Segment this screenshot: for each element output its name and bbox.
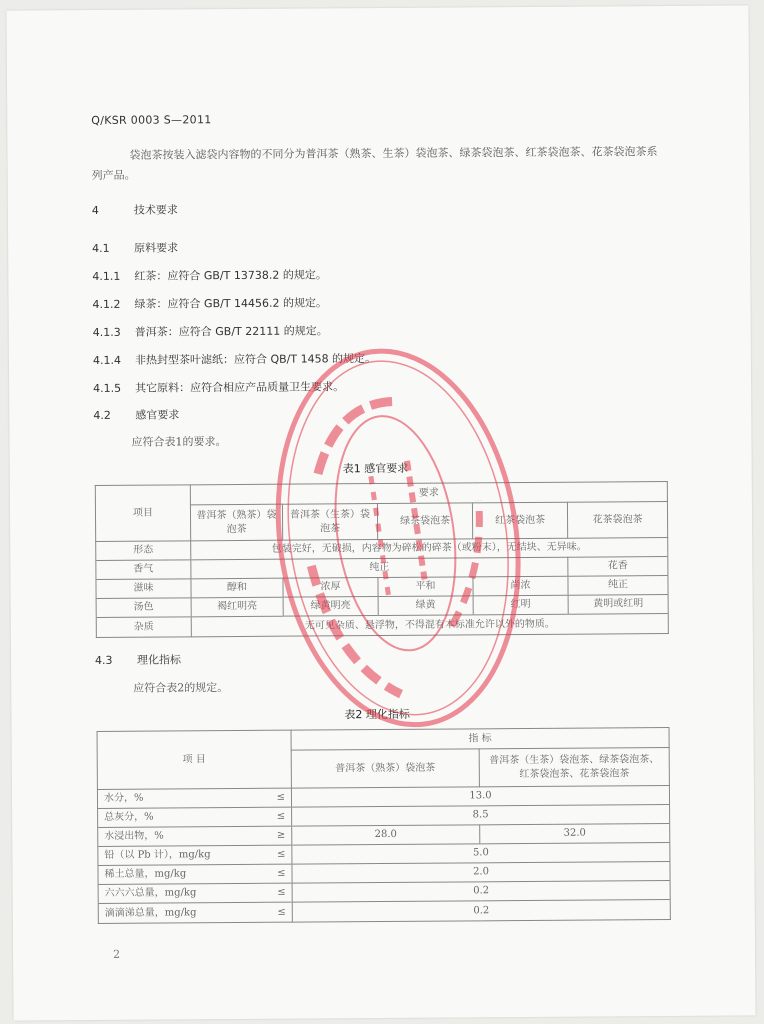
- column-header: 红茶袋泡茶: [472, 502, 567, 539]
- row-label: 香气: [96, 560, 191, 580]
- row-value: 褐红明亮: [191, 597, 283, 617]
- column-header: 普洱茶（熟茶）袋泡茶: [190, 504, 282, 541]
- row-label: 水分，%: [97, 788, 265, 808]
- section-4-3-heading: [95, 651, 181, 668]
- row-label: 水浸出物，%: [98, 826, 266, 846]
- row-label: 滋味: [96, 579, 191, 599]
- clause-text: 绿茶：应符合 GB/T 14456.2 的规定。: [134, 296, 328, 311]
- clause-text: 红茶：应符合 GB/T 13738.2 的规定。: [134, 268, 327, 283]
- row-value: 平和: [378, 577, 473, 597]
- column-header: 绿茶袋泡茶: [377, 503, 472, 540]
- section-number: 4.1: [92, 241, 110, 256]
- row-value: 绿黄: [378, 596, 473, 616]
- row-label: 汤色: [96, 598, 191, 618]
- section-number: 4.3: [94, 653, 113, 667]
- row-value: 包装完好，无破损，内容物为碎松的碎茶（或粉末），无结块、无异味。: [191, 537, 668, 559]
- section-number: 4.1.1: [92, 269, 121, 284]
- section-number: 4.1.5: [93, 381, 122, 396]
- section-title: 技术要求: [133, 203, 178, 217]
- row-value: 尚浓: [473, 576, 568, 596]
- sensory-requirements-table: [95, 481, 669, 638]
- section-title: 理化指标: [136, 653, 182, 667]
- clause-4-1-5: [93, 378, 344, 396]
- indicator-header-cell: 指 标: [291, 727, 669, 750]
- section-4-1-heading: [92, 239, 178, 256]
- physchem-reference-text: 应符合表2的规定。: [133, 681, 229, 695]
- row-value: 绿黄明亮: [283, 597, 378, 617]
- comparison-symbol: ≤: [265, 788, 291, 807]
- row-label: 总灰分，%: [98, 807, 266, 827]
- item-header-cell: 项 目: [97, 730, 291, 789]
- comparison-symbol: ≤: [266, 807, 292, 826]
- section-number: 4.1.3: [92, 325, 121, 340]
- row-label: 滴滴涕总量，mg/kg: [98, 902, 266, 923]
- table2-caption: 表2 理化指标: [344, 707, 410, 722]
- row-label: 铅（以 Pb 计），mg/kg: [98, 845, 266, 865]
- item-header-cell: 项目: [95, 485, 190, 542]
- clause-text: 普洱茶：应符合 GB/T 22111 的规定。: [134, 324, 328, 339]
- comparison-symbol: ≤: [266, 864, 292, 883]
- row-value: 13.0: [291, 785, 669, 807]
- comparison-symbol: ≤: [266, 883, 292, 902]
- row-value: 0.2: [292, 899, 670, 922]
- row-value: 0.2: [292, 880, 670, 902]
- clause-text: 其它原料：应符合相应产品质量卫生要求。: [135, 380, 345, 395]
- table1-caption: 表1 感官要求: [342, 461, 409, 476]
- column-header: 普洱茶（生茶）袋泡茶: [282, 504, 377, 541]
- comparison-symbol: ≤: [266, 845, 292, 864]
- row-value: 浓厚: [283, 578, 378, 598]
- row-value: 醇和: [191, 578, 283, 598]
- row-label: 杂质: [96, 617, 191, 638]
- row-label: 形态: [96, 541, 191, 561]
- row-value: 纯正: [568, 575, 668, 595]
- section-number: 4.1.4: [92, 353, 121, 368]
- sensory-reference-text: 应符合表1的要求。: [131, 435, 227, 449]
- row-value: 无可见杂质、悬浮物，不得混有本标准允许以外的物质。: [191, 613, 668, 636]
- section-4-heading: [92, 201, 178, 218]
- clause-4-1-4: [93, 350, 376, 368]
- section-number: 4.1.2: [92, 297, 121, 312]
- section-number: 4.2: [93, 408, 111, 423]
- table-row: [98, 899, 670, 923]
- row-value: 32.0: [480, 823, 670, 843]
- row-value: 28.0: [292, 825, 480, 845]
- table-row: [96, 613, 668, 637]
- clause-4-1-3: [93, 322, 328, 340]
- row-value: 5.0: [292, 842, 670, 864]
- column-header: 普洱茶（熟茶）袋泡茶: [291, 749, 479, 788]
- column-header: 普洱茶（生茶）袋泡茶、绿茶袋泡茶、红茶袋泡茶、花茶袋泡茶: [479, 747, 669, 786]
- page-number: 2: [113, 947, 121, 961]
- comparison-symbol: ≤: [266, 902, 292, 922]
- section-title: 感官要求: [135, 408, 180, 422]
- requirement-header-cell: 要求: [190, 482, 667, 505]
- row-label: 稀土总量，mg/kg: [98, 864, 266, 884]
- row-value: 红明: [473, 595, 568, 615]
- clause-4-1-2: [92, 294, 327, 312]
- section-4-2-heading: [93, 406, 179, 423]
- clause-text: 非热封型茶叶滤纸：应符合 QB/T 1458 的规定。: [134, 352, 377, 367]
- section-number: 4: [91, 203, 99, 218]
- row-label: 六六六总量，mg/kg: [98, 883, 266, 903]
- intro-paragraph: 袋泡茶按装入滤袋内容物的不同分为普洱茶（熟茶、生茶）袋泡茶、绿茶袋泡茶、红茶袋泡茶、花茶袋泡茶系列产品。: [91, 145, 658, 183]
- row-value: 花香: [568, 556, 668, 576]
- row-value: 8.5: [292, 804, 670, 826]
- column-header: 花茶袋泡茶: [567, 501, 667, 538]
- row-value: 黄明或红明: [568, 594, 668, 614]
- section-title: 原料要求: [134, 241, 179, 255]
- row-value: 纯正: [191, 557, 568, 579]
- document-page: [6, 5, 755, 1020]
- row-value: 2.0: [292, 861, 670, 883]
- comparison-symbol: ≥: [266, 826, 292, 845]
- physicochemical-indicators-table: [97, 727, 671, 924]
- clause-4-1-1: [92, 266, 327, 284]
- standard-code-header: Q/KSR 0003 S—2011: [91, 113, 212, 128]
